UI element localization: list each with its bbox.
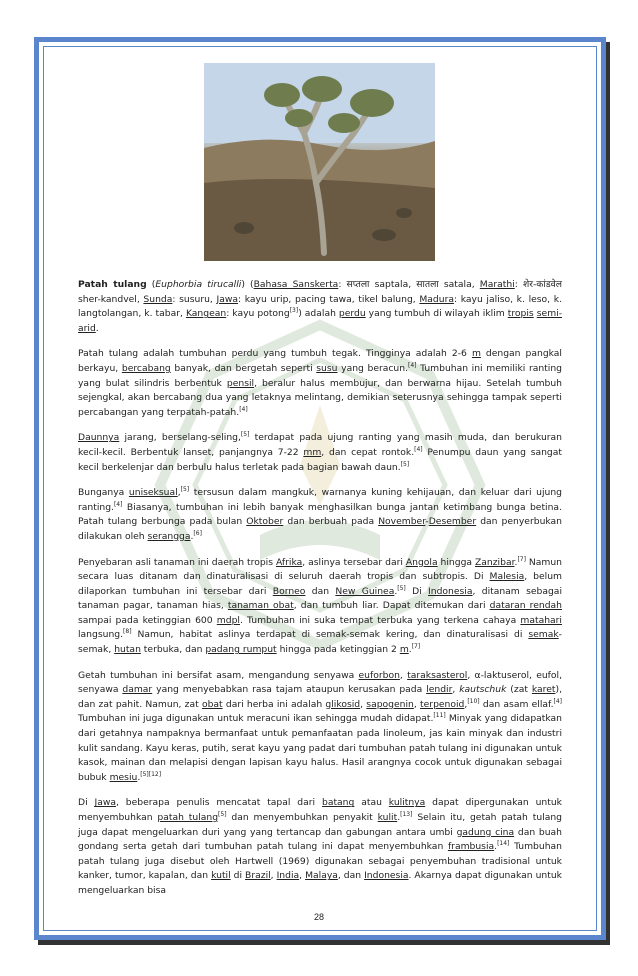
wiki-link[interactable]: Bahasa Sanskerta — [253, 279, 339, 290]
text-run: Minyak yang didapatkan dari getahnya nampaknya bermanfaat untuk pemanfaatan pada linoleum, jas kain minyak dan industri kulit sandang. Kayu keras, putih, serat kayu yang padat dari tumbuhan patah tulang ini digunakan untuk kasok, mainan dan melapisi dengan lapisan kayu halus. Hasil arangnya cocok untuk digunakan sebagai bubuk — [78, 713, 562, 783]
wiki-link[interactable]: Desember — [428, 516, 477, 528]
wiki-link[interactable]: perdu — [338, 308, 366, 320]
text-run: . — [514, 556, 518, 568]
citation-ref[interactable]: [5] — [180, 486, 190, 494]
paragraph-3 — [78, 431, 562, 475]
wiki-link[interactable]: Indonesia — [364, 870, 409, 882]
text-run: Namun secara luas ditanam dan dinaturalisasi di seluruh daerah tropis dan subtropis. Di — [78, 556, 562, 583]
euphorbia-tree-photo — [204, 63, 435, 261]
wiki-link[interactable]: batang — [321, 797, 355, 809]
text-run: Getah tumbuhan ini bersifat asam, mengandung senyawa — [78, 669, 359, 681]
wiki-link[interactable]: matahari — [520, 614, 562, 626]
text-run: . — [95, 322, 99, 334]
text-run: dan menyembuhkan penyakit — [226, 812, 378, 823]
wiki-link[interactable]: sapogenin — [366, 698, 414, 710]
wiki-link[interactable]: Afrika — [275, 556, 303, 568]
text-run: . Tumbuhan ini suka tempat terbuka yang terkena cahaya — [239, 614, 521, 626]
text-run: dengan pangkal berkayu, — [78, 348, 562, 374]
citation-ref[interactable]: [4] — [113, 500, 123, 508]
text-run: Namun, habitat aslinya terdapat di semak-semak kering, dan dinaturalisasi di — [131, 629, 529, 641]
paragraph-2 — [78, 347, 562, 420]
wiki-link[interactable]: kulit — [377, 812, 398, 823]
text-run: ) ( — [241, 279, 254, 290]
citation-ref[interactable]: [13] — [400, 810, 413, 818]
wiki-link[interactable]: susu — [316, 362, 338, 374]
text-run: , — [413, 698, 421, 710]
citation-ref[interactable]: [10] — [467, 697, 480, 705]
text-run: dan berbuah pada — [283, 516, 379, 528]
wiki-link[interactable]: glikosid — [325, 698, 361, 710]
text-run: , ditanam sebagai tanaman pagar, tanaman hias, — [78, 585, 562, 612]
text-run: ) adalah — [298, 308, 339, 320]
text-run: dan asam ellaf. — [479, 698, 554, 710]
italic-term: kautschuk — [459, 684, 507, 696]
text-run: hingga — [437, 556, 475, 568]
wiki-link[interactable]: Zanzibar — [474, 556, 515, 568]
text-run: , belum dilaporkan tumbuhan ini tersebar dari — [78, 571, 562, 597]
text-run: . — [137, 771, 141, 783]
text-run: Di — [405, 585, 429, 597]
wiki-link[interactable]: m — [399, 644, 409, 656]
text-run: : kayu jaliso, k. leso, k. langtolangan, k. tabar, — [78, 293, 562, 320]
text-run: , dan cepat rontok. — [321, 446, 415, 458]
text-run: langsung. — [78, 629, 124, 641]
citation-ref[interactable]: [11] — [433, 712, 446, 720]
wiki-link[interactable]: uniseksual — [128, 487, 178, 499]
text-run: Penyebaran asli tanaman ini daerah tropis — [78, 556, 276, 568]
paragraph-1 — [78, 278, 562, 336]
wiki-link[interactable]: taraksasterol — [407, 669, 468, 681]
citation-ref[interactable]: [5] — [240, 431, 250, 439]
wiki-link[interactable]: pensil — [226, 377, 255, 389]
wiki-link[interactable]: tropis — [507, 308, 534, 320]
wiki-link[interactable]: Jawa — [94, 797, 116, 809]
text-run: , — [270, 870, 277, 882]
wiki-link[interactable]: terpenoid — [420, 698, 465, 710]
text-run: . — [394, 585, 398, 597]
text-run: . — [190, 530, 194, 542]
italic-term: Euphorbia tirucalli — [155, 279, 242, 290]
wiki-link[interactable]: Sunda — [143, 293, 173, 305]
text-run: banyak, dan bergetah seperti — [170, 362, 317, 374]
wiki-link[interactable]: mdpl — [216, 614, 240, 626]
wiki-link[interactable]: India — [276, 870, 300, 882]
text-run: Patah tulang adalah tumbuhan perdu yang tumbuh tegak. Tingginya adalah 2-6 — [78, 348, 472, 360]
citation-ref[interactable]: [4] — [408, 361, 417, 369]
text-run: tersusun dalam mangkuk, warnanya kuning kehijauan, dan keluar dari ujung ranting. — [78, 487, 562, 513]
wiki-link[interactable]: Angola — [405, 556, 438, 568]
wiki-link[interactable]: Madura — [419, 293, 454, 305]
text-run: Biasanya, tumbuhan ini lebih banyak menghasilkan bunga jantan ketimbang bunga betina. Patah tulang berbunga pada bulan — [78, 501, 562, 528]
citation-ref[interactable]: [14] — [497, 840, 510, 848]
text-run: atau — [354, 797, 389, 809]
text-run: : kayu urip, pacing tawa, tikel balung, — [238, 293, 420, 305]
text-run: dan buah gondang serta getah dari tumbuhan patah tulang ini dapat menyembuhkan — [78, 826, 563, 853]
wiki-link[interactable]: New Guinea — [335, 585, 395, 597]
wiki-link[interactable]: dataran rendah — [489, 600, 562, 612]
text-run: ( — [146, 279, 156, 290]
text-run: , — [452, 684, 460, 696]
wiki-link[interactable]: Malaya — [305, 870, 338, 882]
citation-ref[interactable]: [7] — [517, 555, 526, 563]
citation-ref[interactable]: [3] — [289, 307, 299, 315]
wiki-link[interactable]: serangga — [147, 530, 191, 542]
citation-ref[interactable]: [5] — [400, 460, 410, 468]
text-run: terbuka, dan — [140, 644, 206, 656]
paragraph-7 — [78, 796, 562, 898]
text-run: , — [177, 487, 181, 499]
citation-ref[interactable]: [7] — [411, 643, 421, 650]
citation-ref[interactable]: [4] — [414, 445, 423, 453]
wiki-link[interactable]: Brazil — [245, 870, 271, 882]
wiki-link[interactable]: kutil — [211, 870, 231, 882]
text-run: , — [464, 698, 468, 710]
text-run: Tumbuhan ini juga digunakan untuk meracuni ikan sehingga mudah didapat. — [78, 713, 434, 725]
wiki-link[interactable]: padang rumput — [205, 644, 277, 656]
text-run: dapat dipergunakan untuk menyembuhkan — [78, 797, 562, 823]
text-run: terdapat pada ujung ranting yang masih muda, dan berukuran kecil-kecil. Berbentuk lanset, panjangnya 7-22 — [78, 432, 563, 458]
text-run: ), dan zat pahit. Namun, zat — [78, 684, 562, 710]
citation-ref[interactable]: [6] — [193, 529, 202, 537]
wiki-link[interactable]: damar — [122, 684, 153, 696]
citation-ref[interactable]: [5][12] — [140, 770, 162, 778]
text-run: Tumbuhan patah tulang juga disebut oleh Hartwell (1969) digunakan sebagai penyembuhan tradisional untuk kanker, tumor, kapalan, dan — [78, 841, 562, 882]
wiki-link[interactable]: hutan — [114, 644, 141, 656]
wiki-link[interactable]: bercabang — [121, 362, 171, 374]
text-run: Selain itu, getah patah tulang juga dapat mengeluarkan duri yang yang tertancap dan gabungan antara umbi — [78, 812, 562, 838]
text-run: (zat — [506, 684, 532, 696]
citation-ref[interactable]: [5] — [218, 810, 227, 818]
citation-ref[interactable]: [4] — [239, 405, 248, 413]
text-run: , dan tumbuh liar. Dapat ditemukan dari — [293, 600, 490, 612]
wiki-link[interactable]: Marathi — [479, 279, 515, 290]
wiki-link[interactable]: Borneo — [272, 585, 306, 597]
page-number: 28 — [313, 912, 324, 922]
wiki-link[interactable]: Daunnya — [78, 432, 120, 444]
text-run: , beberapa penulis mencatat tapal dari — [115, 797, 322, 809]
wiki-link[interactable]: m — [471, 348, 481, 360]
bold-term: Patah tulang — [78, 279, 147, 290]
wiki-link[interactable]: karet — [531, 684, 556, 696]
text-run: , beralur halus membujur, dan berwarna hijau. Setelah tumbuh sejengkal, akan bercabang dua yang letaknya melintang, demikian seterusnya sehingga tampak seperti percabangan yang terpatah-patah. — [78, 377, 562, 418]
text-run: - — [425, 516, 429, 528]
text-run: . — [408, 644, 412, 656]
wiki-link[interactable]: Malesia — [489, 571, 525, 583]
text-run: Di — [78, 797, 95, 809]
wiki-link[interactable]: November — [378, 516, 426, 528]
wiki-link[interactable]: kulitnya — [388, 797, 426, 809]
paragraph-6 — [78, 669, 562, 786]
text-run: dari herba ini adalah — [222, 698, 326, 710]
text-run: : kayu potong — [226, 308, 290, 320]
text-run: : सप्तला saptala, सातला satala, — [338, 279, 480, 290]
paragraph-5 — [78, 556, 562, 658]
citation-ref[interactable]: [8] — [123, 628, 132, 636]
text-run: , — [299, 870, 306, 882]
text-run: -semak, — [78, 629, 562, 656]
wiki-link[interactable]: Oktober — [246, 516, 284, 528]
wiki-link[interactable]: lendir — [426, 684, 453, 696]
text-run: : susuru, — [172, 293, 217, 305]
text-run: jarang, berselang-seling, — [119, 432, 241, 444]
text-run: , dan — [337, 870, 365, 882]
text-run: Penumpu daun yang sangat kecil berkelenjar dan berbulu halus terletak pada bagian bawah daun. — [78, 446, 562, 473]
text-run: yang tumbuh di wilayah iklim — [365, 308, 508, 320]
text-run: . Akarnya dapat digunakan untuk mengeluarkan bisa — [78, 870, 563, 896]
wiki-link[interactable]: Jawa — [216, 293, 238, 305]
text-run: dan penyerbukan dilakukan oleh — [78, 516, 563, 542]
wiki-link[interactable]: Indonesia — [428, 585, 473, 597]
wiki-link[interactable]: tanaman obat — [227, 600, 294, 612]
text-run: Bunganya — [78, 487, 129, 499]
citation-ref[interactable]: [5] — [397, 584, 406, 592]
text-run: yang beracun. — [337, 362, 408, 374]
article-body — [78, 278, 562, 910]
text-run: , α-laktuserol, eufol, senyawa — [78, 669, 563, 696]
text-run: yang menyebabkan rasa tajam ataupun kerusakan pada — [152, 684, 427, 696]
wiki-link[interactable]: patah tulang — [157, 812, 219, 823]
text-run: : शेर-कांडवेल sher-kandvel, — [78, 279, 562, 305]
text-run: di — [230, 870, 246, 882]
wiki-link[interactable]: semak — [528, 629, 559, 641]
wiki-link[interactable]: Kangean — [185, 308, 227, 320]
text-run: hingga pada ketinggian 2 — [276, 644, 400, 656]
text-run: sampai pada ketinggian 600 — [78, 614, 217, 626]
text-run: dan — [305, 585, 336, 597]
wiki-link[interactable]: mm — [303, 446, 322, 458]
paragraph-4 — [78, 486, 562, 544]
text-run: Tumbuhan ini memiliki ranting yang bulat silindris berbentuk — [78, 362, 562, 389]
citation-ref[interactable]: [4] — [553, 697, 563, 705]
text-run: . — [494, 841, 498, 853]
wiki-link[interactable]: semi-arid — [78, 308, 563, 334]
wiki-link[interactable]: mesiu — [109, 771, 138, 783]
wiki-link[interactable]: frambusia — [447, 841, 495, 853]
wiki-link[interactable]: euforbon — [358, 669, 400, 681]
text-run: , aslinya tersebar dari — [302, 556, 406, 568]
text-run: , — [360, 698, 367, 710]
text-run: . — [397, 812, 401, 823]
wiki-link[interactable]: obat — [201, 698, 223, 710]
text-run: , — [399, 669, 408, 681]
wiki-link[interactable]: gadung cina — [456, 826, 515, 838]
